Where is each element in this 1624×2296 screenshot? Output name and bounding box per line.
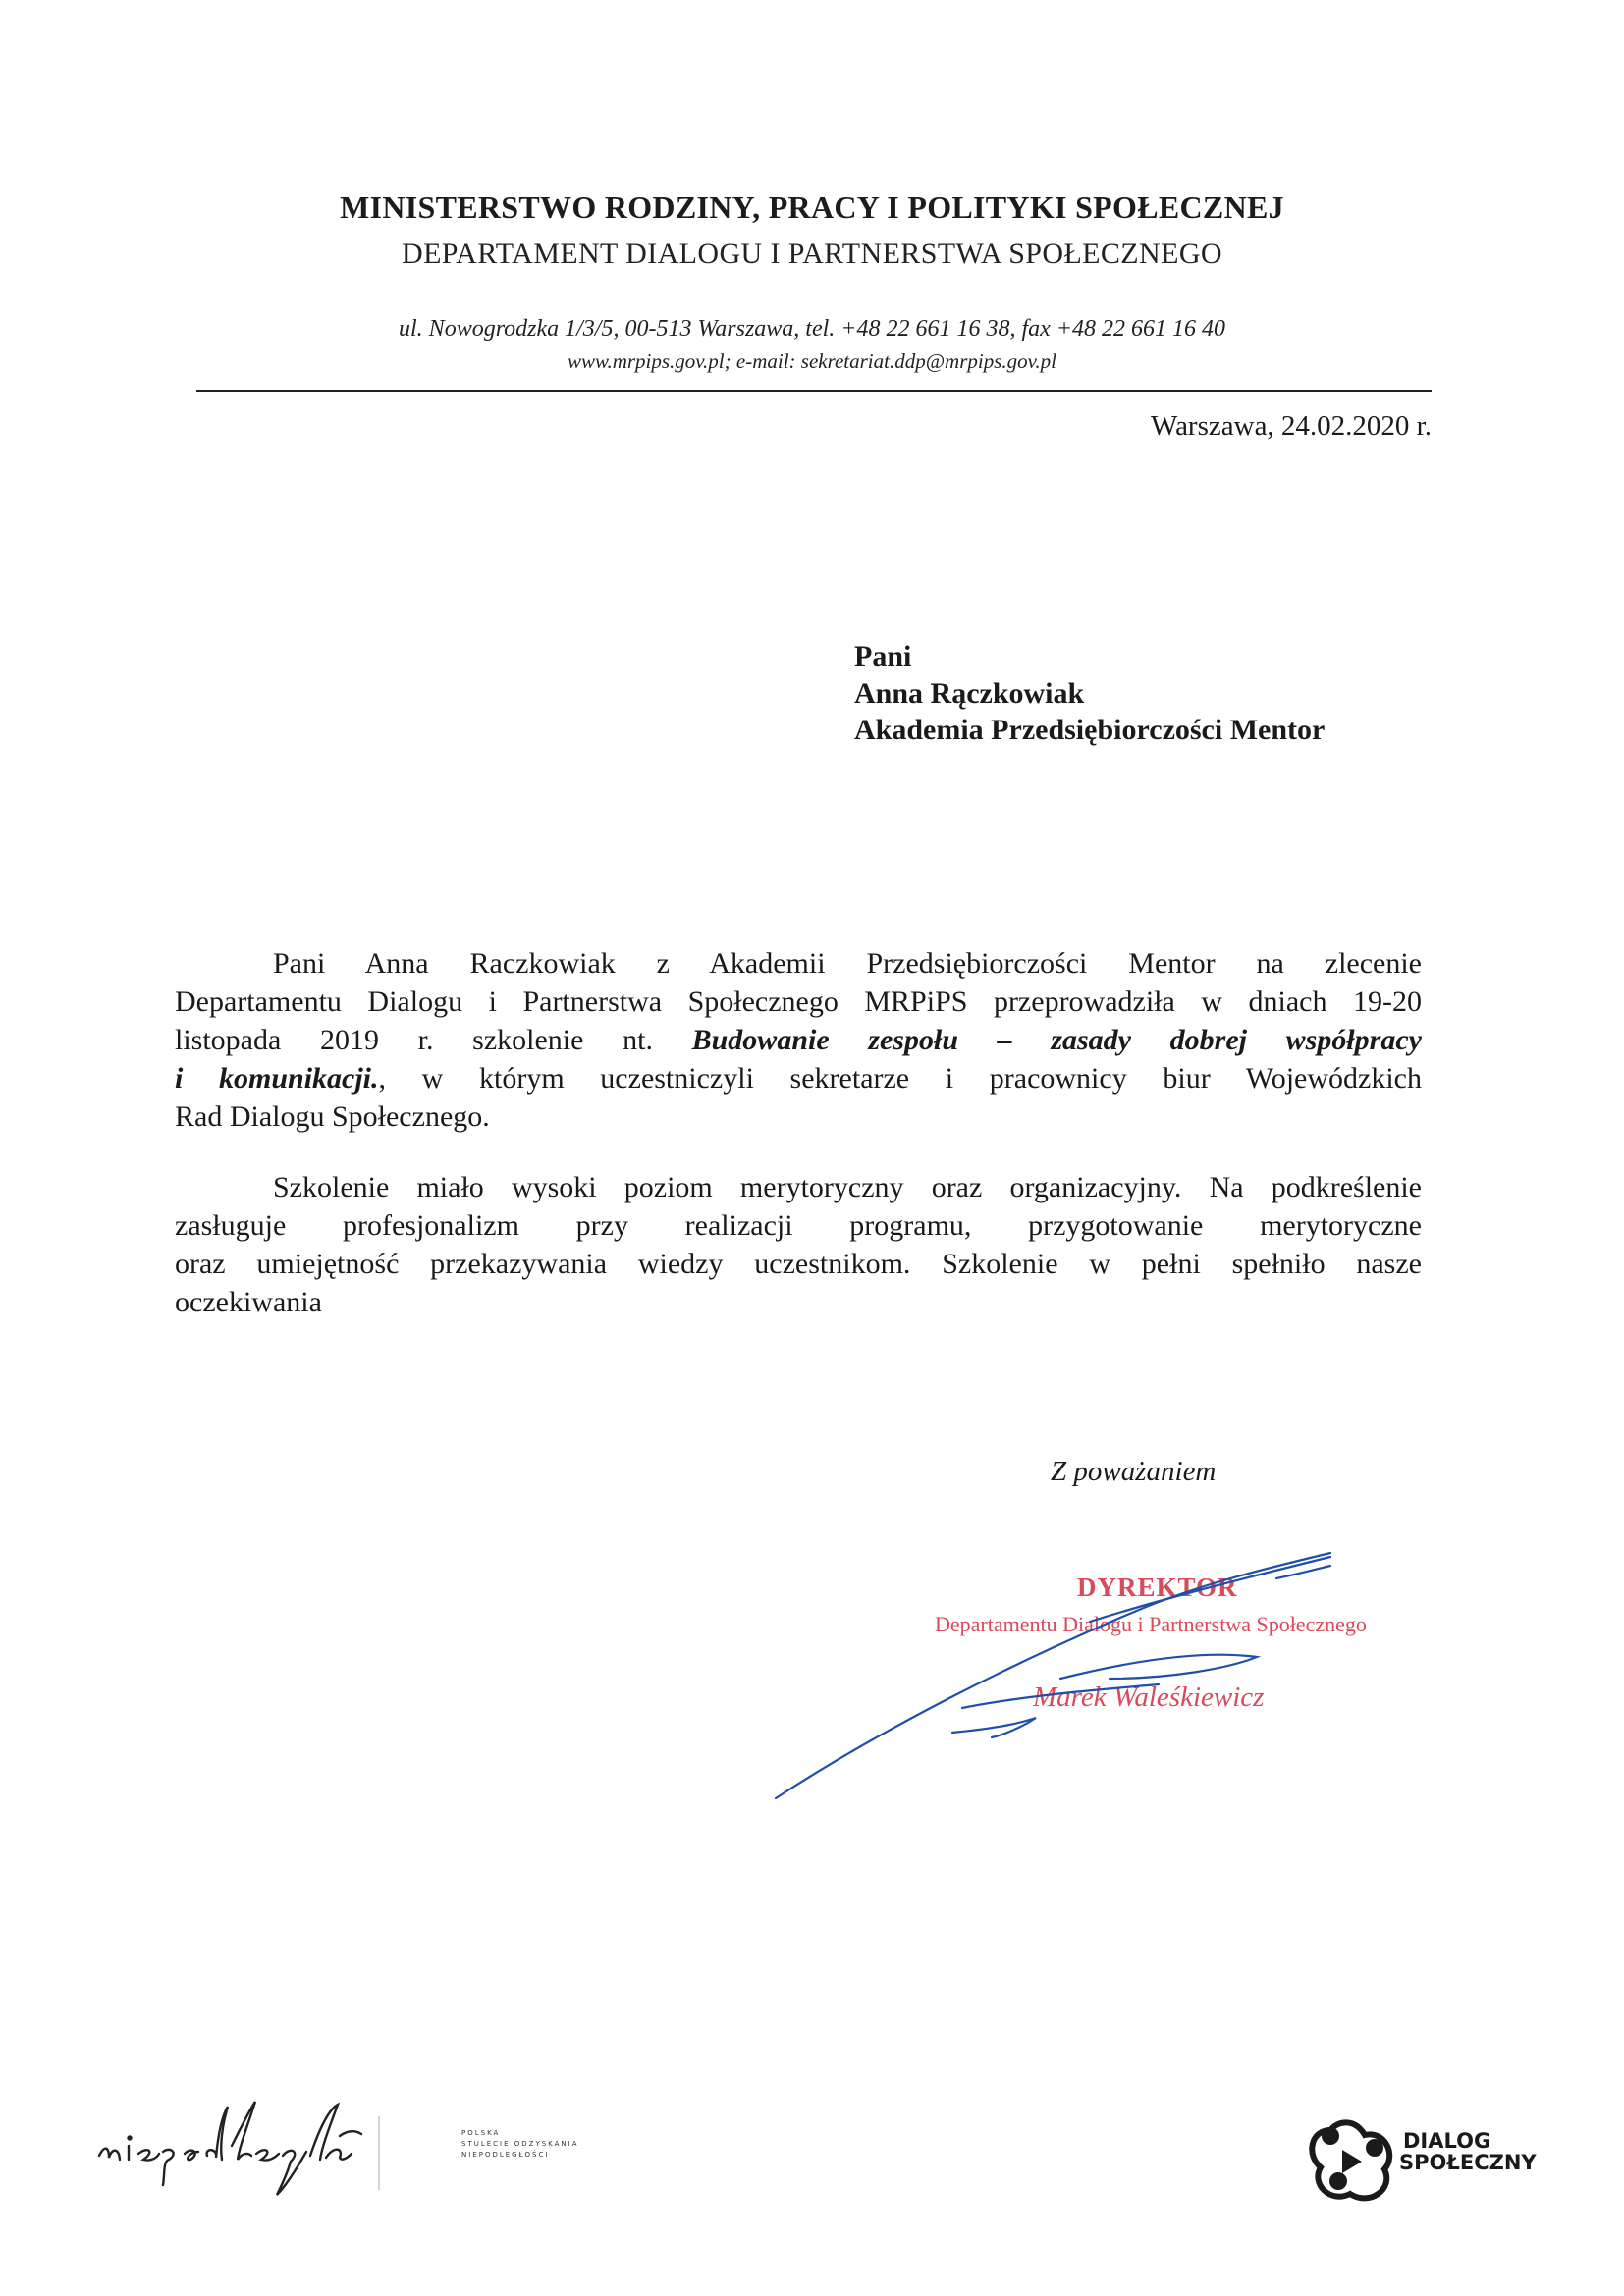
paragraph-line: Rad Dialogu Społecznego. — [175, 1100, 490, 1133]
paragraph-line: zasługuje profesjonalizm przy realizacji programu, przygotowanie merytoryczne — [175, 1209, 1422, 1242]
recipient-organization: Akademia Przedsiębiorczości Mentor — [854, 714, 1326, 746]
stamp-department: Departamentu Dialogu i Partnerstwa Społecznego — [935, 1612, 1367, 1636]
niepodlegla-sub-line: NIEPODLEGŁOŚCI — [461, 2151, 550, 2159]
dialog-spoleczny-logo-text — [1399, 2130, 1537, 2173]
letterhead-divider — [196, 390, 1432, 392]
niepodlegla-sub-line: STULECIE ODZYSKANIA — [461, 2140, 579, 2148]
signature-icon — [766, 1531, 1375, 1816]
address-line: ul. Nowogrodzka 1/3/5, 00-513 Warszawa, tel. +48 22 661 16 38, fax +48 22 661 16 40 — [399, 316, 1225, 342]
training-title-part-1: Budowanie zespołu – zasady dobrej współpracy — [691, 1024, 1422, 1056]
paragraph-line: Szkolenie miało wysoki poziom merytoryczny oraz organizacyjny. Na podkreślenie — [273, 1171, 1422, 1203]
paragraph-line: oczekiwania — [175, 1286, 322, 1318]
closing-phrase: Z poważaniem — [1051, 1456, 1217, 1487]
stamp-title: DYREKTOR — [1077, 1573, 1238, 1602]
paragraph-line — [175, 1021, 1422, 1059]
training-title-part-2: i komunikacji. — [175, 1062, 379, 1095]
paragraph-line: Pani Anna Raczkowiak z Akademii Przedsiębiorczości Mentor na zlecenie — [273, 947, 1422, 980]
paragraph-line — [175, 1059, 1422, 1097]
niepodlegla-logo-icon — [94, 2097, 428, 2205]
dialog-spoleczny-logo-icon — [1301, 2110, 1399, 2209]
department-title: DEPARTAMENT DIALOGU I PARTNERSTWA SPOŁECZNEGO — [402, 238, 1222, 270]
recipient-name: Anna Rączkowiak — [854, 677, 1085, 710]
paragraph-text: , w którym uczestniczyli sekretarze i pracownicy biur Wojewódzkich — [378, 1062, 1422, 1095]
niepodlegla-subtitle — [461, 2128, 579, 2161]
paragraph-text: listopada 2019 r. szkolenie nt. — [175, 1024, 692, 1056]
recipient-salutation: Pani — [854, 640, 912, 672]
web-email-line: www.mrpips.gov.pl; e-mail: sekretariat.ddp@mrpips.gov.pl — [567, 349, 1056, 373]
ministry-title: MINISTERSTWO RODZINY, PRACY I POLITYKI SPOŁECZNEJ — [340, 189, 1284, 225]
dialog-logo-line-1: DIALOG — [1403, 2129, 1491, 2153]
letter-date: Warszawa, 24.02.2020 r. — [1151, 410, 1432, 442]
paragraph-line: oraz umiejętność przekazywania wiedzy uczestnikom. Szkolenie w pełni spełniło nasze — [175, 1248, 1422, 1280]
dialog-logo-line-2: SPOŁECZNY — [1399, 2151, 1537, 2174]
paragraph-line: Departamentu Dialogu i Partnerstwa Społecznego MRPiPS przeprowadziła w dniach 19-20 — [175, 986, 1422, 1018]
stamp-name: Marek Waleśkiewicz — [1033, 1682, 1265, 1713]
body-paragraph-2 — [175, 1168, 1422, 1321]
niepodlegla-sub-line: POLSKA — [461, 2129, 501, 2137]
body-paragraph-1 — [175, 944, 1422, 1136]
